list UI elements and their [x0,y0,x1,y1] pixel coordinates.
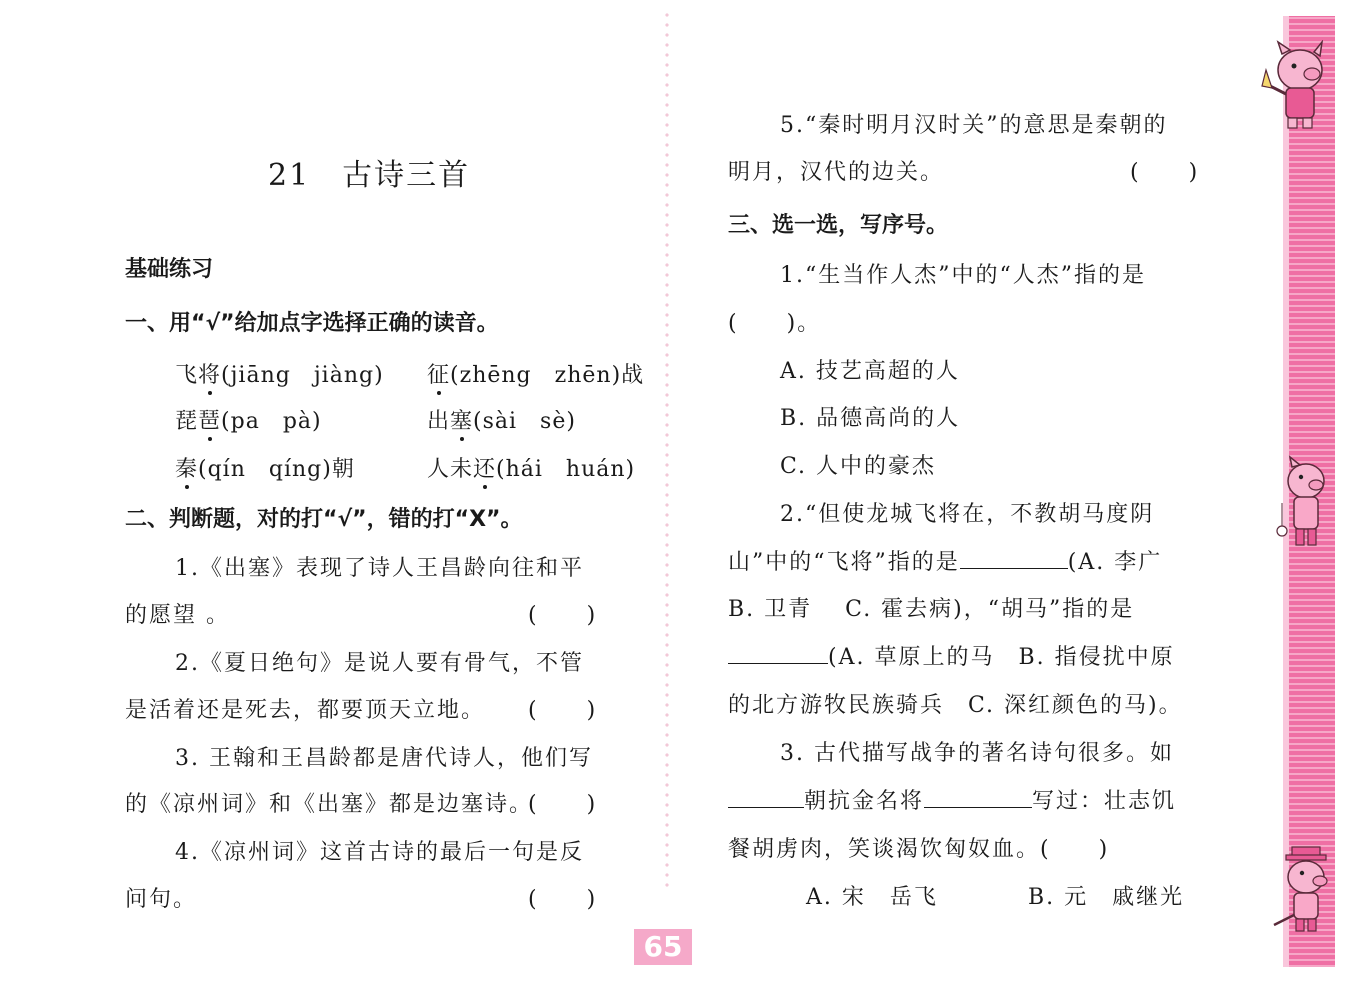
judge-item-4-line1: 4.《凉州词》这首古诗的最后一句是反 [175,840,584,865]
choice-3-line2: 朝抗金名将 写过：壮志饥 [728,784,1176,815]
question-3-heading: 三、选一选，写序号。 [728,213,949,238]
pinyin-item: 征(zhēng zhēn)战 [427,363,645,388]
check-mark-icon: √ [337,507,353,532]
choice-2-line4: (A. 草原上的马 B. 指侵扰中原 [728,640,1175,671]
judge-item-2-line2: 是活着还是死去，都要顶天立地。 [125,698,486,723]
option-b: B. 品德高尚的人 [780,406,961,431]
cartoon-pig-yoyo-icon [1268,455,1338,555]
judge-item-2-line1: 2.《夏日绝句》是说人要有骨气，不管 [175,651,584,676]
cartoon-pig-icon [1256,40,1336,132]
pinyin-item: 人未还(hái huán) [427,457,636,482]
answer-paren[interactable]: ( ) [1130,160,1200,185]
answer-paren[interactable]: ( ) [528,792,598,817]
option-a: A. 宋 岳飞 [806,885,938,910]
option-b: B. 元 戚继光 [1028,885,1185,910]
choice-2-line2: 山”中的“飞将”指的是 (A. 李广 [728,550,1163,575]
answer-paren[interactable]: ( ) [528,887,598,912]
question-2-heading: 二、判断题，对的打“√”，错的打“X”。 [125,507,523,532]
option-c: C. 人中的豪杰 [780,454,937,479]
choice-2-line3: B. 卫青 C. 霍去病)，“胡马”指的是 [728,597,1135,622]
answer-paren[interactable]: ( ) [528,698,598,723]
option-a: A. 技艺高超的人 [780,359,960,384]
section-basic-practice: 基础练习 [125,257,214,282]
judge-item-5-line2: 明月，汉代的边关。 [728,160,945,185]
choice-3-line3: 餐胡虏肉，笑谈渴饮匈奴血。( ) [728,837,1110,862]
judge-item-5-line1: 5.“秦时明月汉时关”的意思是秦朝的 [780,113,1168,138]
pinyin-item: 飞将(jiāng jiàng) [175,363,384,388]
judge-item-1-line1: 1.《出塞》表现了诗人王昌龄向往和平 [175,556,584,581]
check-mark-icon: √ [205,311,221,336]
judge-item-3-line1: 3. 王翰和王昌龄都是唐代诗人，他们写 [175,746,593,771]
pinyin-item: 琵琶(pa pà) [175,409,322,434]
fill-blank[interactable] [728,643,828,664]
fill-blank[interactable] [728,787,804,808]
question-1-heading: 一、用“√”给加点字选择正确的读音。 [125,311,499,336]
judge-item-1-line2: 的愿望 。 [125,603,230,628]
judge-item-3-line2: 的《凉州词》和《出塞》都是边塞诗。 [125,792,534,817]
pinyin-item: 秦(qín qíng)朝 [175,457,355,482]
answer-paren[interactable]: ( ) [528,603,598,628]
cross-mark-icon: X [469,507,487,532]
answer-paren[interactable]: ( )。 [728,311,822,336]
lesson-title: 21 古诗三首 [268,158,471,193]
page-number: 65 [634,929,692,965]
left-page [0,0,665,981]
cartoon-pig-hat-icon [1266,845,1338,935]
pinyin-item: 出塞(sài sè) [427,409,576,434]
choice-3-line1: 3. 古代描写战争的著名诗句很多。如 [780,741,1174,766]
fill-blank[interactable] [960,548,1068,569]
choice-2-line5: 的北方游牧民族骑兵 C. 深红颜色的马)。 [728,693,1183,718]
judge-item-4-line2: 问句。 [125,887,198,912]
choice-1-line1: 1.“生当作人杰”中的“人杰”指的是 [780,263,1146,288]
fill-blank[interactable] [924,787,1032,808]
choice-2-line1: 2.“但使龙城飞将在，不教胡马度阴 [780,502,1155,527]
